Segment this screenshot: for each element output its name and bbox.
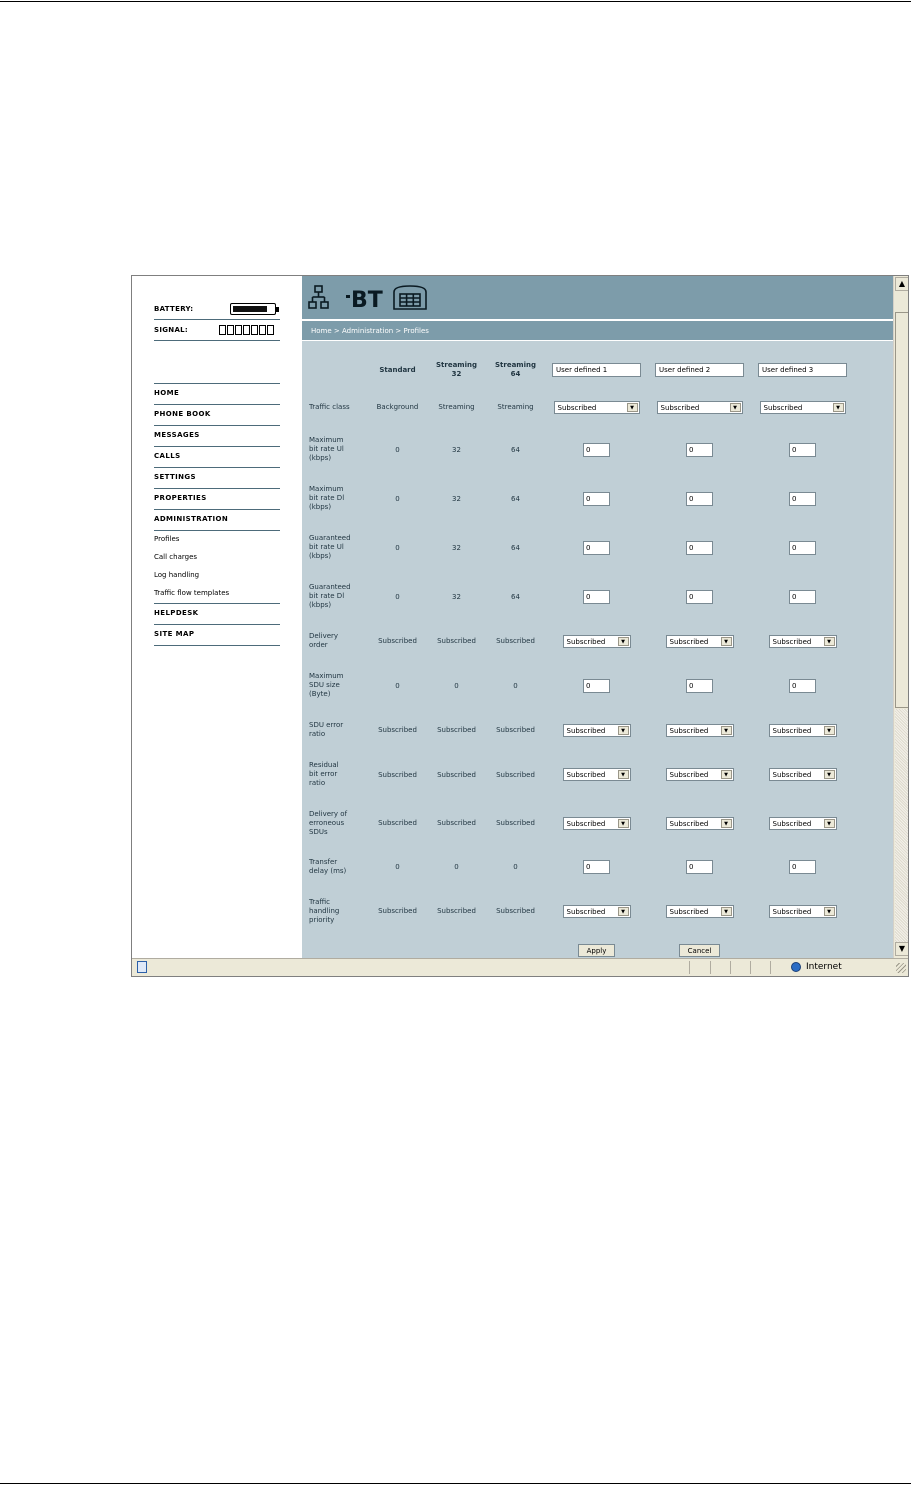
cell-standard: 0 (395, 681, 400, 690)
cell-streaming-32: Subscribed (437, 907, 476, 915)
scroll-track[interactable] (895, 709, 909, 942)
main-content (302, 276, 893, 958)
cell-standard: Subscribed (378, 770, 417, 779)
col-user-defined-1 (545, 351, 648, 389)
dropdown-arrow-icon: ▼ (824, 726, 835, 735)
cell-streaming-64: 64 (511, 592, 520, 601)
table-row (302, 710, 854, 750)
status-bar (132, 958, 908, 976)
bt-logo-text: BT (351, 288, 383, 312)
status-separator (770, 961, 771, 974)
nav-item-settings[interactable]: SETTINGS (154, 467, 280, 488)
max-dl-input-2[interactable] (686, 492, 713, 506)
col-streaming-64: Streaming 64 (495, 361, 536, 378)
cell-streaming-64: Subscribed (496, 770, 535, 779)
table-row (302, 847, 854, 887)
battery-tip (276, 307, 279, 312)
header-banner (302, 276, 893, 321)
nav-item-helpdesk[interactable]: HELPDESK (154, 603, 280, 624)
row-label-erroneous-sdus: Delivery of erroneous SDUs (309, 809, 348, 836)
vertical-scrollbar[interactable] (893, 276, 909, 958)
row-label-sdu-error-ratio: SDU error ratio (309, 721, 344, 738)
row-label-max-bitrate-dl: Maximum bit rate Dl (kbps) (309, 485, 345, 511)
dropdown-arrow-icon: ▼ (618, 819, 629, 828)
table-row (302, 389, 854, 425)
signal-bar (219, 325, 226, 335)
nav-subitem-traffic-flow-templates[interactable]: Traffic flow templates (154, 589, 230, 597)
sdu-error-select-1[interactable]: Subscribed ▼ (563, 724, 631, 737)
globe-icon (791, 962, 801, 972)
network-icon (309, 286, 328, 308)
document-bottom-rule (0, 1483, 911, 1484)
cell-streaming-32: Streaming (438, 403, 475, 411)
delivery-order-select-1[interactable]: Subscribed ▼ (563, 635, 631, 648)
dropdown-arrow-icon: ▼ (824, 770, 835, 779)
traffic-class-select-3[interactable]: Subscribed ▼ (760, 401, 846, 414)
status-separator (689, 961, 690, 974)
table-row (302, 799, 854, 847)
traffic-class-select-2[interactable]: Subscribed ▼ (657, 401, 743, 414)
row-label-residual-ber: Residual bit error ratio (309, 761, 339, 787)
col-user-defined-2 (648, 351, 751, 389)
residual-ber-select-2[interactable]: Subscribed ▼ (666, 768, 734, 781)
table-row (302, 425, 854, 474)
traffic-class-select-1[interactable]: Subscribed ▼ (554, 401, 640, 414)
cell-standard: Subscribed (378, 907, 417, 915)
cell-standard: 0 (395, 494, 400, 503)
table-row (302, 523, 854, 572)
erroneous-sdu-select-2[interactable]: Subscribed ▼ (666, 817, 734, 830)
signal-row (154, 321, 280, 341)
signal-bar (267, 325, 274, 335)
dropdown-arrow-icon: ▼ (824, 819, 835, 828)
nav-item-home[interactable]: HOME (154, 383, 280, 404)
cell-streaming-32: 0 (454, 863, 459, 871)
signal-bar (235, 325, 242, 335)
delivery-order-select-2[interactable]: Subscribed ▼ (666, 635, 734, 648)
cell-standard: Subscribed (378, 726, 417, 734)
erroneous-sdu-select-1[interactable]: Subscribed ▼ (563, 817, 631, 830)
row-label-handling-priority: Traffic handling priority (309, 897, 340, 924)
status-separator (750, 961, 751, 974)
cell-standard: 0 (395, 445, 400, 454)
apply-button[interactable]: Apply (578, 944, 616, 957)
nav-end-rule (154, 645, 280, 646)
dropdown-arrow-icon: ▼ (721, 637, 732, 646)
signal-label: SIGNAL: (154, 326, 189, 334)
delivery-order-select-3[interactable]: Subscribed ▼ (769, 635, 837, 648)
dropdown-arrow-icon: ▼ (721, 819, 732, 828)
battery-label: BATTERY: (154, 305, 194, 313)
transfer-delay-input-1[interactable] (583, 860, 610, 874)
signal-bar (227, 325, 234, 335)
cell-streaming-32: Subscribed (437, 770, 476, 779)
cell-standard: Subscribed (378, 819, 417, 827)
nav-subitem-call-charges[interactable]: Call charges (154, 553, 198, 561)
row-label-transfer-delay: Transfer delay (ms) (309, 858, 347, 875)
transfer-delay-input-3[interactable] (789, 860, 816, 874)
battery-fill (233, 306, 267, 312)
max-sdu-input-3[interactable] (789, 679, 816, 693)
row-label-delivery-order: Delivery order (309, 632, 339, 649)
cell-streaming-64: 64 (511, 445, 520, 454)
cell-streaming-64: Streaming (497, 403, 534, 411)
dropdown-arrow-icon: ▼ (618, 907, 629, 916)
guaranteed-dl-input-1[interactable] (583, 590, 610, 604)
row-label-max-sdu-size: Maximum SDU size (Byte) (309, 672, 344, 698)
nav-item-site-map[interactable]: SITE MAP (154, 624, 280, 645)
table-row (302, 474, 854, 523)
max-ul-input-3[interactable] (789, 443, 816, 457)
row-label-guaranteed-bitrate-ul: Guaranteed bit rate Ul (kbps) (309, 534, 351, 560)
handling-priority-select-1[interactable]: Subscribed ▼ (563, 905, 631, 918)
nav-subitem-log-handling[interactable]: Log handling (154, 571, 200, 579)
header-spacer (302, 351, 368, 389)
cell-streaming-64: Subscribed (496, 637, 535, 645)
max-dl-input-1[interactable] (583, 492, 610, 506)
user-defined-3-name-input[interactable] (758, 363, 847, 377)
profiles-table (302, 351, 854, 958)
cell-streaming-64: 0 (513, 681, 518, 690)
sidebar-nav (154, 383, 280, 646)
signal-bar (243, 325, 250, 335)
user-defined-1-name-input[interactable] (552, 363, 641, 377)
dropdown-arrow-icon: ▼ (618, 726, 629, 735)
row-label-guaranteed-bitrate-dl: Guaranteed bit rate Dl (kbps) (309, 583, 351, 609)
handling-priority-select-3[interactable]: Subscribed ▼ (769, 905, 837, 918)
dropdown-arrow-icon: ▼ (824, 907, 835, 916)
cell-streaming-64: 64 (511, 543, 520, 552)
cell-streaming-64: Subscribed (496, 907, 535, 915)
handling-priority-select-2[interactable]: Subscribed ▼ (666, 905, 734, 918)
nav-item-phone-book[interactable]: PHONE BOOK (154, 404, 280, 425)
transfer-delay-input-2[interactable] (686, 860, 713, 874)
browser-window (131, 275, 909, 977)
guaranteed-dl-input-2[interactable] (686, 590, 713, 604)
nav-item-properties[interactable]: PROPERTIES (154, 488, 280, 509)
signal-strength-icon (219, 325, 274, 335)
scroll-down-icon[interactable]: ▼ (895, 942, 909, 956)
nav-subitem-profiles[interactable]: Profiles (154, 535, 180, 543)
cell-streaming-32: 32 (452, 543, 461, 552)
dropdown-arrow-icon: ▼ (833, 403, 844, 412)
breadcrumb: Home > Administration > Profiles (302, 321, 893, 341)
header-logos (308, 284, 438, 312)
admin-submenu (154, 530, 280, 603)
resize-grip-icon[interactable] (896, 963, 906, 973)
col-streaming-32: Streaming 32 (436, 361, 477, 378)
cell-streaming-32: 32 (452, 445, 461, 454)
status-separator (710, 961, 711, 974)
status-separator (730, 961, 731, 974)
sdu-error-select-2[interactable]: Subscribed ▼ (666, 724, 734, 737)
dropdown-arrow-icon: ▼ (721, 770, 732, 779)
col-user-defined-3 (751, 351, 854, 389)
guaranteed-ul-input-2[interactable] (686, 541, 713, 555)
page-icon (137, 961, 147, 973)
dropdown-arrow-icon: ▼ (627, 403, 638, 412)
table-header-row (302, 351, 854, 389)
scroll-thumb[interactable] (895, 312, 909, 708)
cell-streaming-64: 0 (513, 863, 518, 871)
residual-ber-select-3[interactable]: Subscribed ▼ (769, 768, 837, 781)
cell-streaming-32: 32 (452, 494, 461, 503)
cell-streaming-64: 64 (511, 494, 520, 503)
nav-item-messages[interactable]: MESSAGES (154, 425, 280, 446)
col-standard: Standard (379, 365, 416, 374)
cell-standard: Background (376, 403, 419, 411)
table-row (302, 661, 854, 710)
nav-item-calls[interactable]: CALLS (154, 446, 280, 467)
bt-logo-icon (346, 288, 383, 312)
scroll-up-icon[interactable]: ▲ (895, 277, 909, 291)
signal-bar (259, 325, 266, 335)
internet-zone-label: Internet (806, 962, 842, 972)
phone-icon (394, 286, 426, 309)
max-sdu-input-2[interactable] (686, 679, 713, 693)
signal-bar (251, 325, 258, 335)
table-row (302, 750, 854, 799)
sdu-error-select-3[interactable]: Subscribed ▼ (769, 724, 837, 737)
nav-item-administration[interactable]: ADMINISTRATION (154, 509, 280, 530)
guaranteed-dl-input-3[interactable] (789, 590, 816, 604)
cell-standard: 0 (395, 863, 400, 871)
user-defined-2-name-input[interactable] (655, 363, 744, 377)
cell-streaming-64: Subscribed (496, 819, 535, 827)
max-ul-input-2[interactable] (686, 443, 713, 457)
table-row-actions (302, 935, 854, 958)
max-dl-input-3[interactable] (789, 492, 816, 506)
cell-standard: 0 (395, 592, 400, 601)
dropdown-arrow-icon: ▼ (721, 726, 732, 735)
guaranteed-ul-input-1[interactable] (583, 541, 610, 555)
guaranteed-ul-input-3[interactable] (789, 541, 816, 555)
cancel-button[interactable]: Cancel (679, 944, 721, 957)
max-sdu-input-1[interactable] (583, 679, 610, 693)
dropdown-arrow-icon: ▼ (730, 403, 741, 412)
row-label-traffic-class: Traffic class (309, 402, 350, 411)
cell-streaming-32: Subscribed (437, 819, 476, 827)
dropdown-arrow-icon: ▼ (824, 637, 835, 646)
document-top-rule (0, 1, 911, 2)
cell-streaming-32: Subscribed (437, 637, 476, 645)
cell-streaming-32: 32 (452, 592, 461, 601)
table-row (302, 887, 854, 935)
dropdown-arrow-icon: ▼ (721, 907, 732, 916)
dropdown-arrow-icon: ▼ (618, 637, 629, 646)
cell-streaming-64: Subscribed (496, 726, 535, 734)
cell-streaming-32: Subscribed (437, 726, 476, 734)
residual-ber-select-1[interactable]: Subscribed ▼ (563, 768, 631, 781)
table-row (302, 572, 854, 621)
cell-standard: 0 (395, 543, 400, 552)
erroneous-sdu-select-3[interactable]: Subscribed ▼ (769, 817, 837, 830)
row-label-max-bitrate-ul: Maximum bit rate Ul (kbps) (309, 436, 344, 462)
cell-standard: Subscribed (378, 637, 417, 645)
dropdown-arrow-icon: ▼ (618, 770, 629, 779)
cell-streaming-32: 0 (454, 681, 459, 690)
max-ul-input-1[interactable] (583, 443, 610, 457)
battery-row (154, 300, 280, 320)
table-row (302, 621, 854, 661)
battery-icon (230, 303, 276, 315)
sidebar (132, 276, 302, 958)
